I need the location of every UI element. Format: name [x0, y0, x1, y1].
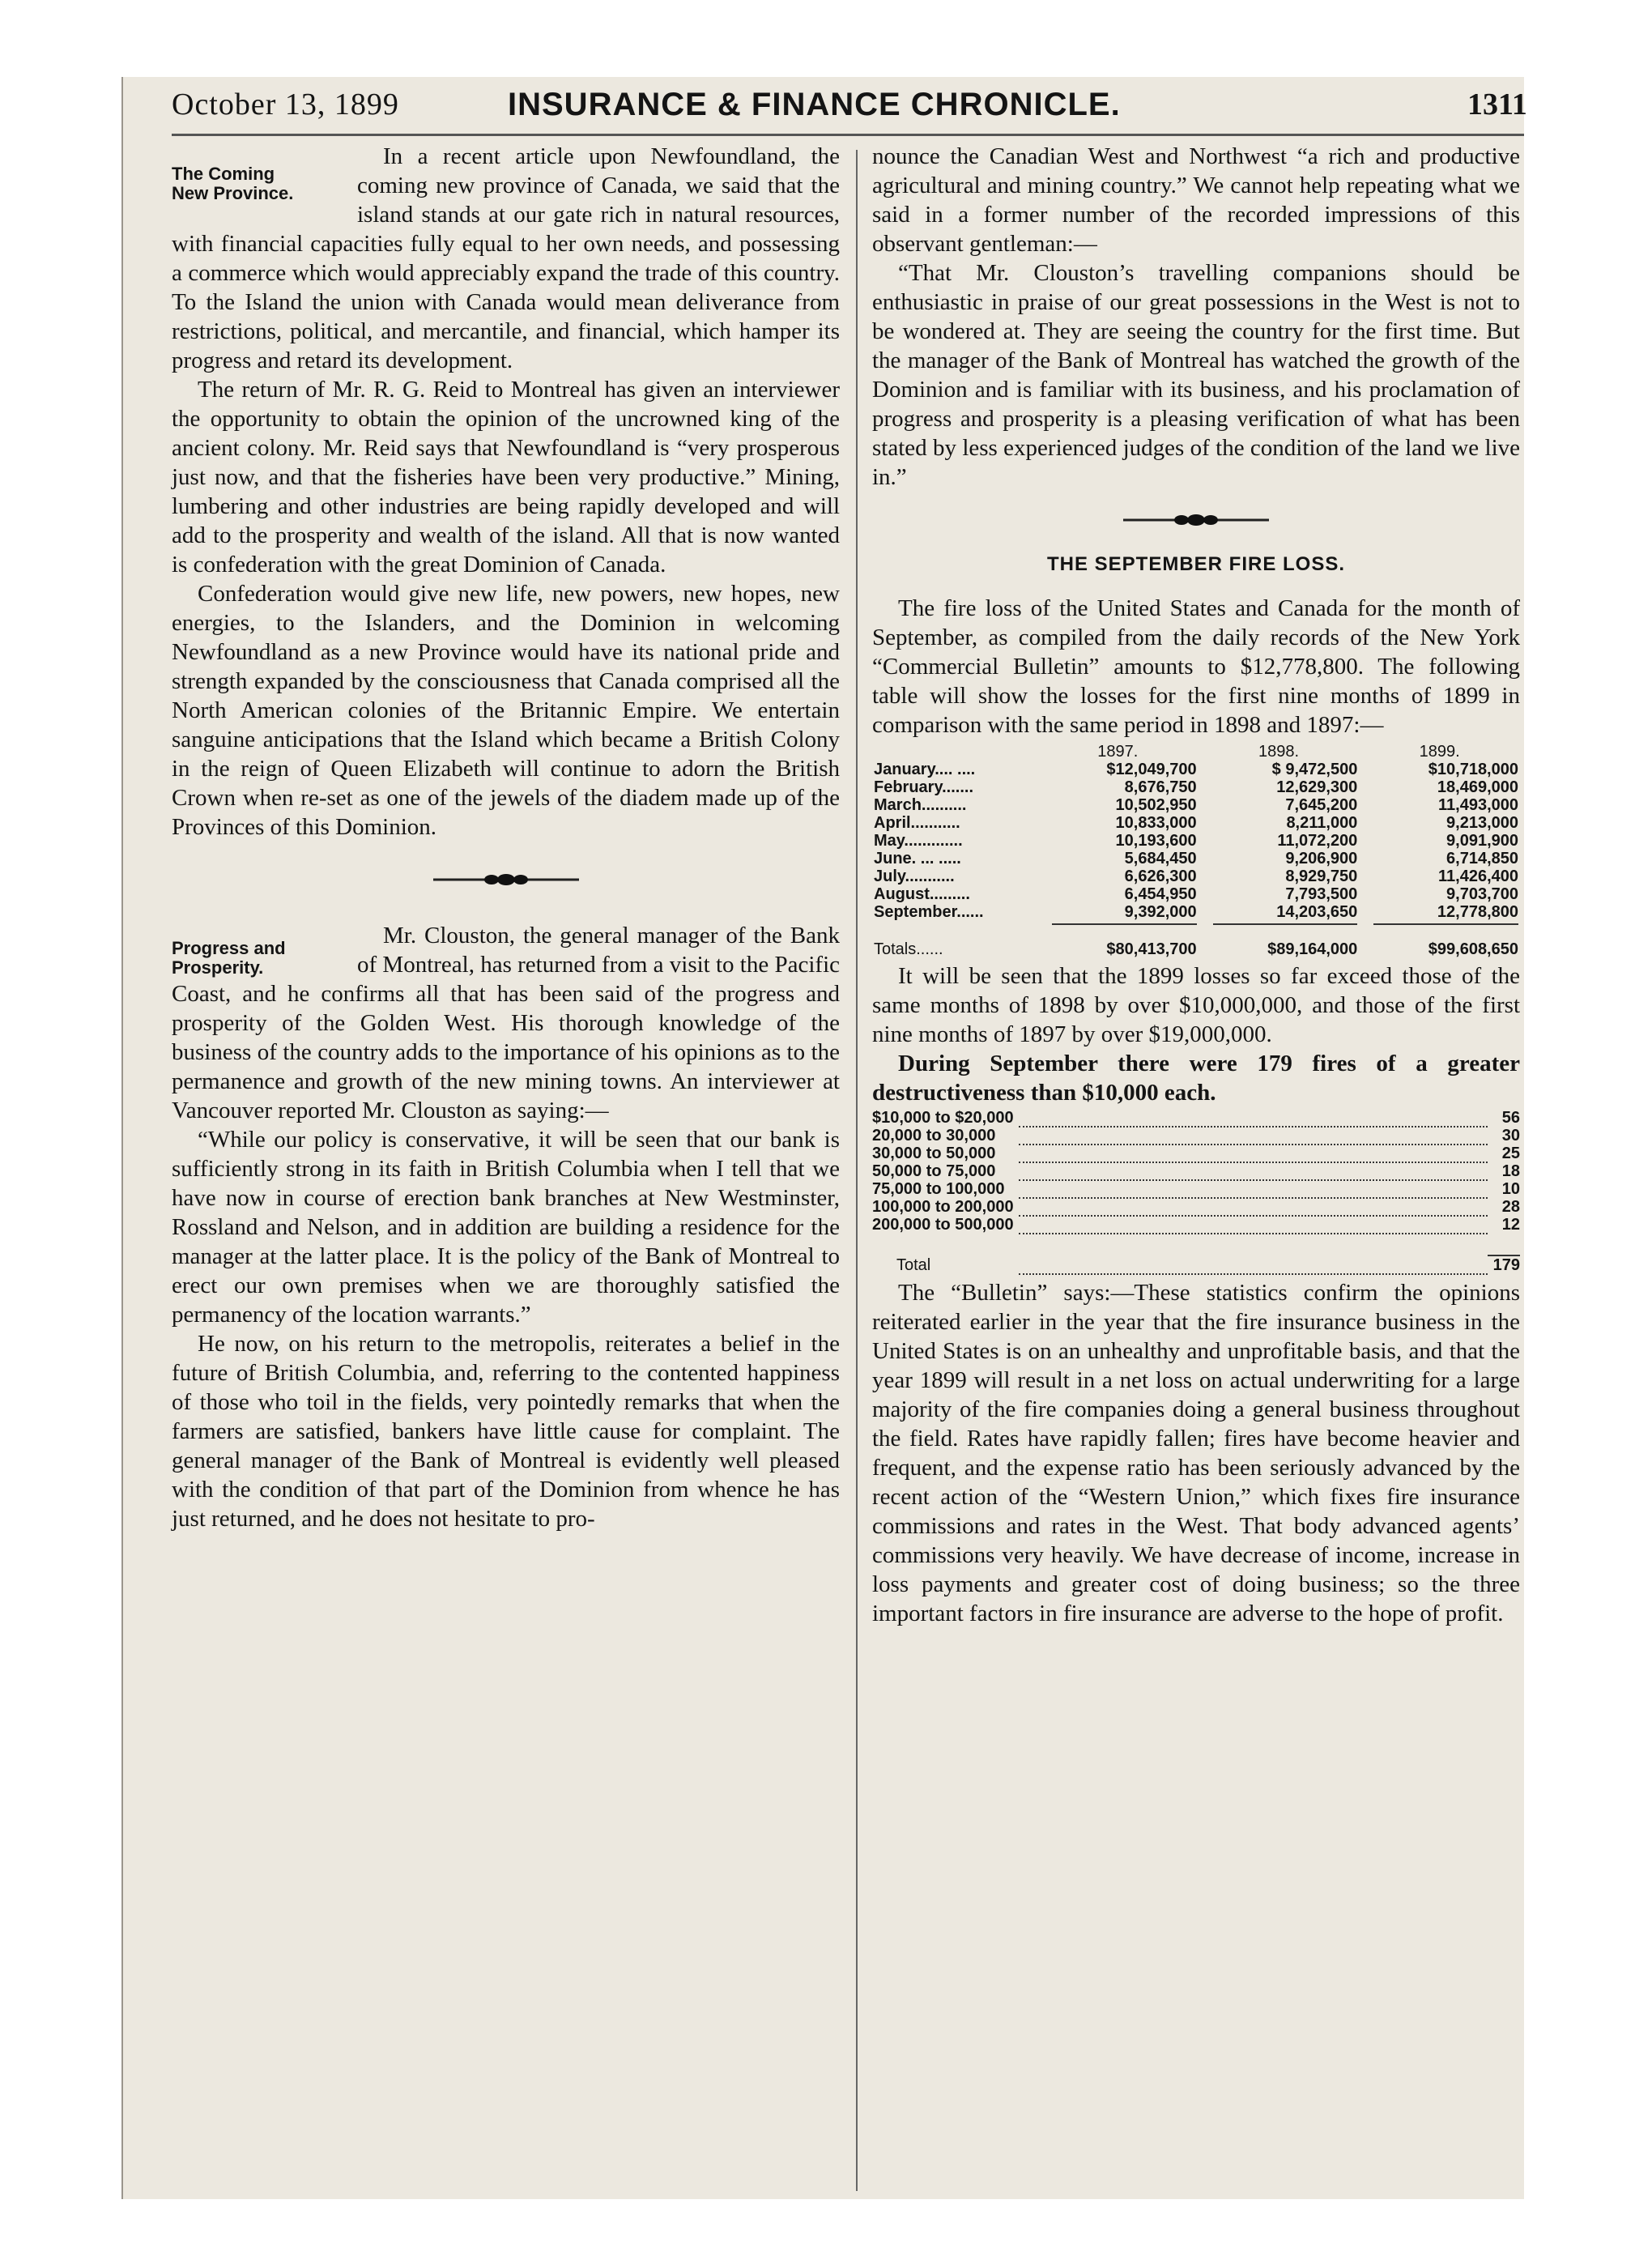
value-cell: 11,072,200	[1277, 832, 1358, 850]
value-cell: 6,454,950	[1124, 885, 1197, 903]
spacer-row	[872, 1234, 1520, 1255]
value-cell: 9,213,000	[1446, 814, 1518, 832]
table-header-row	[872, 743, 1520, 761]
page-header	[172, 77, 1527, 138]
article-paragraph: The “Bulletin” says:—These statistics confirm the opinions reiterated earlier in the year that the fire insurance business in the United States is on an unhealthy and unprofitable basis, and that the year 1899 will result in a net loss on actual underwriting for a large majority of the fire companies doing a general business throughout the field. Rates have rapidly fallen; fires have become heavier and frequent, and the expense ratio has been seriously advanced by the recent action of the “Western Union,” which fixes fire insurance commissions and rates in the West. That body advanced agents’ commissions very heavily. We have decrease of income, increase in loss payments and greater cost of doing business; so the three important factors in fire insurance are adverse to the hope of profit.	[872, 1280, 1520, 1626]
list-item	[872, 1162, 1520, 1180]
table-row	[872, 761, 1520, 778]
page-number: 1311	[1467, 87, 1527, 121]
value-cell: 7,793,500	[1285, 885, 1358, 903]
table-row	[872, 885, 1520, 903]
article-paragraph: The return of Mr. R. G. Reid to Montreal has given an interviewer the opportunity to obtain the opinion of the uncrowned king of the ancient colony. Mr. Reid says that Newfoundland is “very prosperous just now, and that the fisheries have been very productive.” Mining, lumbering and other industries are being rapidly developed and will add to the prosperity and wealth of the island. All that is now wanted is confederation with the great Dominion of Canada.	[172, 377, 840, 578]
table-row	[872, 778, 1520, 796]
list-item	[872, 1127, 1520, 1145]
total-value-cell: $99,608,650	[1428, 940, 1518, 958]
month-cell: August.........	[874, 885, 970, 903]
sidenote-coming-new-province: The Coming New Province.	[172, 164, 294, 203]
value-cell: 10,833,000	[1115, 814, 1197, 832]
range-cell: 100,000 to 200,000	[872, 1198, 1014, 1216]
article-paragraph: The fire loss of the United States and Canada for the month of September, as compiled from the daily records of the New York “Commercial Bulletin” amounts to $12,778,800. The following table will show the losses for the first nine months of 1899 in comparison with the same period in 1898 and 1897:—	[872, 595, 1520, 738]
total-count: 179	[1492, 1256, 1520, 1274]
range-cell: $10,000 to $20,000	[872, 1109, 1014, 1127]
range-cell: 30,000 to 50,000	[872, 1145, 996, 1162]
section-ornament	[172, 869, 840, 890]
article-paragraph: “That Mr. Clouston’s travelling companions should be enthusiastic in praise of our great possessions in the West is not to be wondered at. They are seeing the country for the first time. But the manager of the Bank of Montreal has watched the growth of the Dominion and is familiar with its business, and his proclamation of progress and prosperity is a pleasing verification of what has been stated by less experienced judges of the condition of the land we live in.”	[872, 260, 1520, 490]
month-cell: April...........	[874, 814, 960, 832]
value-cell: 6,626,300	[1124, 867, 1197, 885]
table-row	[872, 814, 1520, 832]
leader-dots	[1019, 1180, 1488, 1198]
value-cell: 12,629,300	[1276, 778, 1358, 796]
article-paragraph: During September there were 179 fires of a greater destructiveness than $10,000 each.	[872, 1051, 1520, 1106]
column-header: 1898.	[1258, 743, 1300, 761]
value-cell: 10,502,950	[1115, 796, 1197, 814]
article-paragraph: Mr. Clouston, the general manager of the Bank of Montreal, has returned from a visit to the Pacific Coast, and he confirms all that has been said of the progress and prosperity of the Golden West. His thorough knowledge of the business of the country adds to the importance of his opinions as to the permanence and growth of the new mining towns. An interviewer at Vancouver reported Mr. Clouston as saying:—	[172, 923, 840, 1123]
issue-date: October 13, 1899	[172, 87, 399, 121]
totals-row	[872, 927, 1520, 958]
fire-loss-table	[872, 743, 1520, 958]
leader-dots	[1019, 1109, 1488, 1127]
total-row	[872, 1255, 1520, 1274]
month-cell: June. ... .....	[874, 850, 961, 867]
section-ornament	[872, 509, 1520, 531]
column-divider	[856, 150, 858, 2191]
totals-label: Totals......	[874, 940, 943, 958]
leader-dots	[1019, 1255, 1488, 1274]
value-cell: 9,091,900	[1446, 832, 1518, 850]
month-cell: September......	[874, 903, 984, 921]
range-cell: 75,000 to 100,000	[872, 1180, 1005, 1198]
total-value-cell: $80,413,700	[1106, 940, 1197, 958]
range-cell: 20,000 to 30,000	[872, 1127, 996, 1145]
section-title: THE SEPTEMBER FIRE LOSS.	[1046, 553, 1346, 575]
left-column	[172, 142, 840, 1533]
count-cell: 56	[1501, 1109, 1520, 1127]
count-cell: 28	[1501, 1198, 1520, 1216]
month-cell: May.............	[874, 832, 963, 850]
value-cell: 18,469,000	[1437, 778, 1518, 796]
list-item	[872, 1145, 1520, 1162]
total-label: Total	[896, 1255, 931, 1274]
value-cell: $12,049,700	[1106, 761, 1197, 778]
value-cell: 8,211,000	[1286, 814, 1358, 832]
count-cell: 10	[1501, 1180, 1520, 1198]
leader-dots	[1019, 1216, 1488, 1234]
right-column	[872, 142, 1520, 1628]
leader-dots	[1019, 1162, 1488, 1180]
article-paragraph: Confederation would give new life, new powers, new hopes, new energies, to the Islanders, and the Dominion in welcoming Newfoundland as a new Province would have its national pride and strength expanded by the consciousness that Canada comprised all the North American colonies of the Britannic Empire. We entertain sanguine anticipations that the Island which became a British Colony in the reign of Queen Elizabeth will continue to adorn the British Crown when re-set as one of the jewels of the diadem made up of the Provinces of this Dominion.	[172, 581, 840, 840]
column-header: 1899.	[1419, 743, 1460, 761]
destructive-fires-table	[872, 1109, 1520, 1275]
value-cell: 9,206,900	[1285, 850, 1358, 867]
list-item	[872, 1180, 1520, 1198]
value-cell: 8,676,750	[1124, 778, 1197, 796]
leader-dots	[1019, 1145, 1488, 1162]
total-value-cell: $89,164,000	[1267, 940, 1358, 958]
value-cell: 5,684,450	[1124, 850, 1197, 867]
value-cell: $ 9,472,500	[1271, 761, 1358, 778]
article-paragraph: In a recent article upon Newfoundland, the coming new province of Canada, we said that the island stands at our gate rich in natural resources, with financial capacities fully equal to her own needs, and possessing a commerce which would appreciably expand the trade of this country. To the Island the union with Canada would mean deliverance from restrictions, political, and mercantile, and financial, which hamper its progress and retard its development.	[172, 143, 840, 373]
month-cell: July...........	[874, 867, 955, 885]
count-cell: 18	[1501, 1162, 1520, 1180]
article-paragraph: He now, on his return to the metropolis, reiterates a belief in the future of British Columbia, and, referring to the contented happiness of those who toil in the fields, very pointedly remarks that when the farmers are satisfied, bankers have little cause for complaint. The general manager of the Bank of Montreal is evidently well pleased with the condition of that part of the Dominion from whence he has just returned, and he does not hesitate to pro-	[172, 1331, 840, 1532]
table-row	[872, 867, 1520, 885]
publication-title: INSURANCE & FINANCE CHRONICLE.	[508, 87, 1121, 122]
table-row	[872, 903, 1520, 921]
header-rule	[172, 134, 1524, 136]
range-cell: 200,000 to 500,000	[872, 1216, 1014, 1234]
count-cell: 12	[1501, 1216, 1520, 1234]
column-header: 1897.	[1097, 743, 1139, 761]
table-row	[872, 832, 1520, 850]
value-cell: $10,718,000	[1428, 761, 1518, 778]
value-cell: 9,703,700	[1446, 885, 1518, 903]
article-paragraph: “While our policy is conservative, it will be seen that our bank is sufficiently strong in its faith in British Columbia when I tell that we have now in course of erection bank branches at New Westminster, Rossland and Nelson, and in addition are building a residence for the manager at the latter place. It is the policy of the Bank of Montreal to erect our own premises when we are thoroughly satisfied the permanency of the location warrants.”	[172, 1127, 840, 1328]
month-cell: February.......	[874, 778, 973, 796]
value-cell: 8,929,750	[1285, 867, 1358, 885]
leader-dots	[1019, 1198, 1488, 1216]
article-paragraph: It will be seen that the 1899 losses so far exceed those of the same months of 1898 by over $10,000,000, and those of the first nine months of 1897 by over $19,000,000.	[872, 963, 1520, 1047]
count-cell: 30	[1501, 1127, 1520, 1145]
list-item	[872, 1216, 1520, 1234]
newspaper-page	[121, 77, 1527, 2199]
value-cell: 9,392,000	[1124, 903, 1197, 921]
article-paragraph: nounce the Canadian West and Northwest “a rich and productive agricultural and mining country.” We cannot help repeating what we said in a former number of the recorded impressions of this observant gentleman:—	[872, 143, 1520, 257]
range-cell: 50,000 to 75,000	[872, 1162, 996, 1180]
total-rule-row	[872, 921, 1520, 927]
value-cell: 10,193,600	[1115, 832, 1197, 850]
count-cell: 25	[1501, 1145, 1520, 1162]
sidenote-progress-prosperity: Progress and Prosperity.	[172, 938, 286, 978]
value-cell: 14,203,650	[1276, 903, 1358, 921]
list-item	[872, 1198, 1520, 1216]
table-row	[872, 850, 1520, 867]
month-cell: January.... ....	[874, 761, 976, 778]
list-item	[872, 1109, 1520, 1127]
ornament-icon	[1123, 514, 1269, 526]
table-row	[872, 796, 1520, 814]
value-cell: 11,426,400	[1438, 867, 1518, 885]
ornament-icon	[433, 873, 579, 886]
leader-dots	[1019, 1127, 1488, 1145]
value-cell: 11,493,000	[1438, 796, 1518, 814]
value-cell: 7,645,200	[1285, 796, 1358, 814]
month-cell: March..........	[874, 796, 967, 814]
value-cell: 6,714,850	[1446, 850, 1518, 867]
value-cell: 12,778,800	[1437, 903, 1518, 921]
